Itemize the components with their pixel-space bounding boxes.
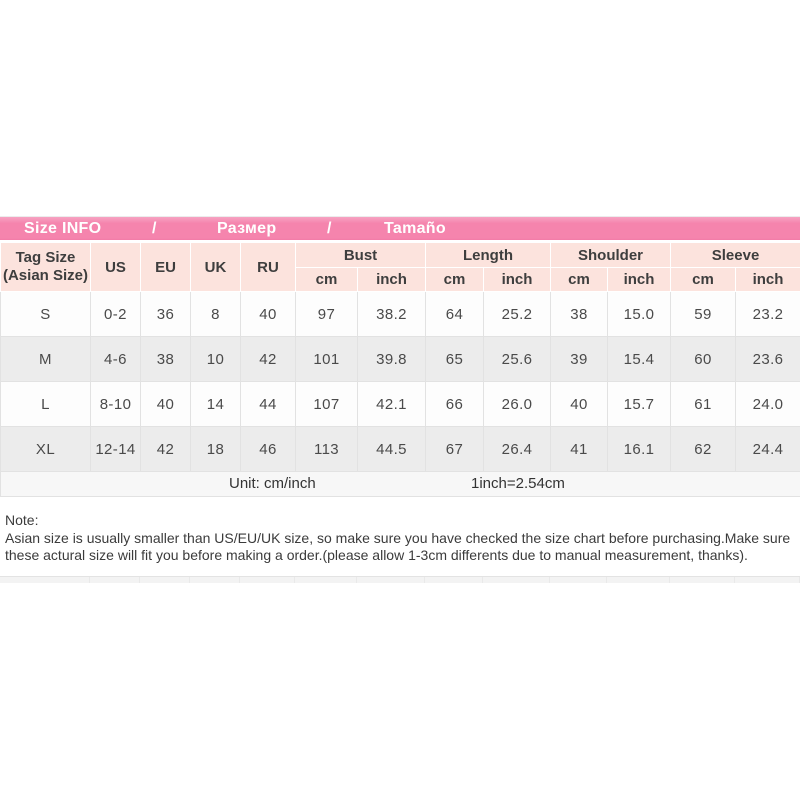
- cutoff-cell: [550, 577, 607, 583]
- cell-bust-cm: 101: [296, 337, 358, 382]
- cell-tag: XL: [1, 427, 91, 472]
- cell-length-cm: 64: [426, 292, 484, 337]
- cell-uk: 18: [191, 427, 241, 472]
- table-row-s: [1, 292, 800, 337]
- cutoff-cell: [670, 577, 735, 583]
- table-row-m: [1, 337, 800, 382]
- cell-sleeve-inch: 23.2: [736, 292, 800, 337]
- note-section: [0, 512, 800, 565]
- cell-bust-inch: 42.1: [358, 382, 426, 427]
- header-shoulder-cm: cm: [551, 268, 608, 292]
- cell-length-inch: 26.4: [484, 427, 551, 472]
- cell-length-cm: 65: [426, 337, 484, 382]
- cell-shoulder-cm: 40: [551, 382, 608, 427]
- cutoff-cell: [425, 577, 483, 583]
- header-sleeve-inch: inch: [736, 268, 800, 292]
- cell-bust-inch: 39.8: [358, 337, 426, 382]
- cutoff-cell: [240, 577, 295, 583]
- note-heading: Note:: [5, 512, 39, 528]
- cell-bust-inch: 44.5: [358, 427, 426, 472]
- cell-bust-cm: 113: [296, 427, 358, 472]
- cell-tag: M: [1, 337, 91, 382]
- size-info-title-bar: [0, 216, 800, 242]
- cell-tag: S: [1, 292, 91, 337]
- header-sleeve: Sleeve: [671, 243, 800, 268]
- cell-length-inch: 26.0: [484, 382, 551, 427]
- header-length-cm: cm: [426, 268, 484, 292]
- header-us: US: [91, 243, 141, 292]
- cell-length-cm: 66: [426, 382, 484, 427]
- cell-bust-cm: 107: [296, 382, 358, 427]
- cell-shoulder-cm: 39: [551, 337, 608, 382]
- cell-sleeve-inch: 24.4: [736, 427, 800, 472]
- size-table: [0, 242, 800, 497]
- inch-conversion: 1inch=2.54cm: [471, 475, 565, 492]
- header-eu: EU: [141, 243, 191, 292]
- cell-shoulder-cm: 41: [551, 427, 608, 472]
- header-shoulder-inch: inch: [608, 268, 671, 292]
- cutoff-cell: [607, 577, 670, 583]
- cell-length-cm: 67: [426, 427, 484, 472]
- cell-bust-inch: 38.2: [358, 292, 426, 337]
- cell-uk: 8: [191, 292, 241, 337]
- cell-eu: 38: [141, 337, 191, 382]
- cell-uk: 10: [191, 337, 241, 382]
- cell-sleeve-inch: 24.0: [736, 382, 800, 427]
- cell-shoulder-inch: 15.0: [608, 292, 671, 337]
- header-tag-size-line2: (Asian Size): [2, 267, 89, 284]
- cell-us: 12-14: [91, 427, 141, 472]
- size-chart-section: [0, 216, 800, 497]
- header-tag-size-line1: Tag Size: [15, 249, 76, 267]
- cell-us: 4-6: [91, 337, 141, 382]
- cell-tag: L: [1, 382, 91, 427]
- cutoff-cell: [90, 577, 140, 583]
- header-bust-inch: inch: [358, 268, 426, 292]
- table-row-xl: [1, 427, 800, 472]
- title-razmer: Размер: [217, 220, 277, 237]
- header-group-row: [1, 243, 800, 268]
- title-separator-2: /: [327, 220, 332, 237]
- header-uk: UK: [191, 243, 241, 292]
- cell-us: 0-2: [91, 292, 141, 337]
- header-bust-cm: cm: [296, 268, 358, 292]
- cutoff-cell: [483, 577, 550, 583]
- cell-sleeve-cm: 60: [671, 337, 736, 382]
- unit-footer-cell: [1, 472, 800, 497]
- title-separator-1: /: [152, 220, 157, 237]
- cell-eu: 40: [141, 382, 191, 427]
- title-tamano: Tamaño: [384, 220, 446, 237]
- header-bust: Bust: [296, 243, 426, 268]
- cell-shoulder-cm: 38: [551, 292, 608, 337]
- unit-label: Unit: cm/inch: [229, 475, 316, 492]
- cell-ru: 44: [241, 382, 296, 427]
- note-body: Asian size is usually smaller than US/EU/UK size, so make sure you have checked the size chart before purchasing.Make sure these actural size will fit you before making a order.(please allow 1-3cm differents due to manual measurement, thanks).: [5, 529, 791, 563]
- cutoff-cell: [357, 577, 425, 583]
- cell-length-inch: 25.6: [484, 337, 551, 382]
- cell-eu: 36: [141, 292, 191, 337]
- cutoff-cell: [190, 577, 240, 583]
- cell-ru: 42: [241, 337, 296, 382]
- cutoff-cell: [295, 577, 357, 583]
- title-size-info: Size INFO: [24, 220, 102, 237]
- cell-eu: 42: [141, 427, 191, 472]
- cutoff-row: [0, 576, 800, 583]
- cell-shoulder-inch: 15.4: [608, 337, 671, 382]
- header-length: Length: [426, 243, 551, 268]
- cell-sleeve-cm: 59: [671, 292, 736, 337]
- cell-sleeve-inch: 23.6: [736, 337, 800, 382]
- cell-us: 8-10: [91, 382, 141, 427]
- header-tag-size: [1, 243, 91, 292]
- table-row-l: [1, 382, 800, 427]
- cell-sleeve-cm: 62: [671, 427, 736, 472]
- cell-uk: 14: [191, 382, 241, 427]
- cell-shoulder-inch: 16.1: [608, 427, 671, 472]
- header-shoulder: Shoulder: [551, 243, 671, 268]
- cutoff-cell: [140, 577, 190, 583]
- cell-ru: 46: [241, 427, 296, 472]
- cell-bust-cm: 97: [296, 292, 358, 337]
- cutoff-cell: [735, 577, 800, 583]
- header-sleeve-cm: cm: [671, 268, 736, 292]
- cell-ru: 40: [241, 292, 296, 337]
- header-ru: RU: [241, 243, 296, 292]
- unit-footer-row: [1, 472, 800, 497]
- cell-sleeve-cm: 61: [671, 382, 736, 427]
- header-length-inch: inch: [484, 268, 551, 292]
- cell-shoulder-inch: 15.7: [608, 382, 671, 427]
- cutoff-cell: [0, 577, 90, 583]
- cell-length-inch: 25.2: [484, 292, 551, 337]
